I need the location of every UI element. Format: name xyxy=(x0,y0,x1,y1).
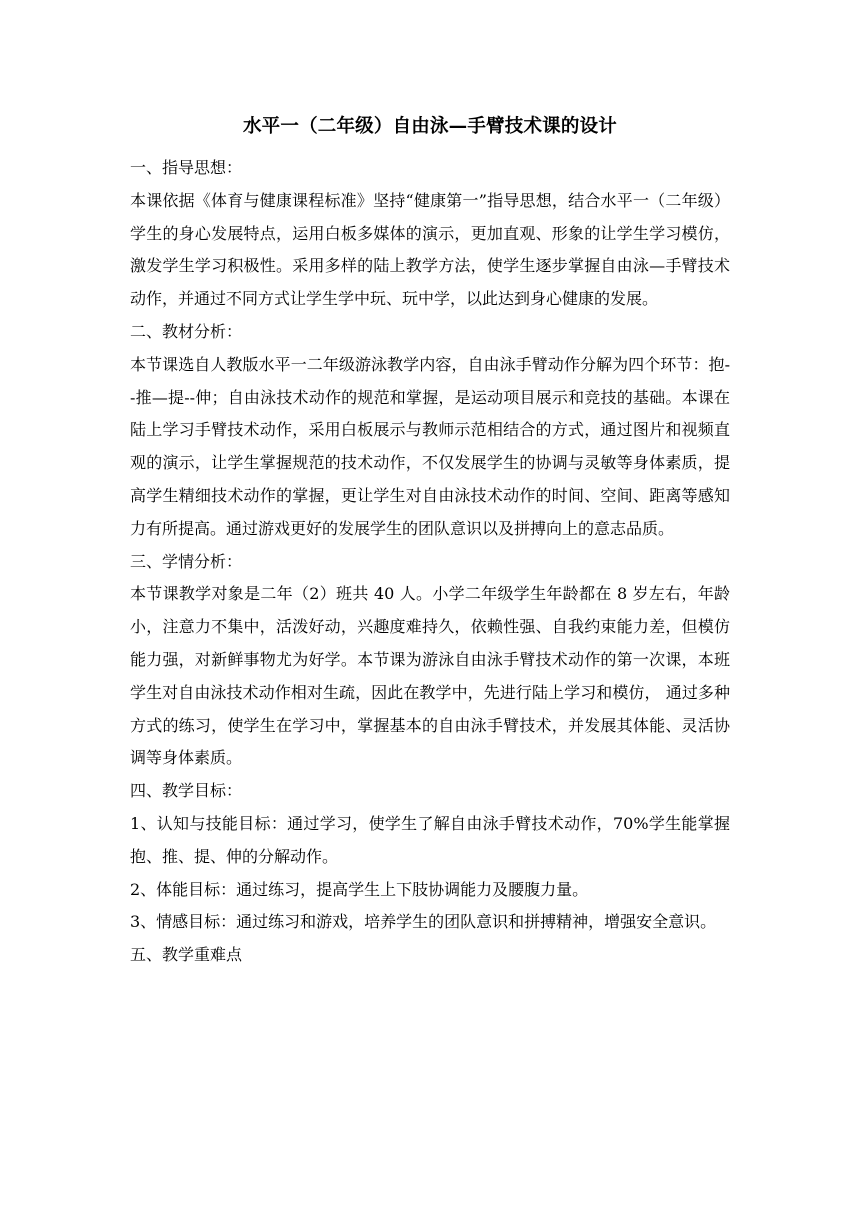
section-heading: 三、学情分析： xyxy=(130,551,243,571)
section-heading: 一、指导思想： xyxy=(130,158,243,177)
goal-item-emotional: 3、情感目标：通过练习和游戏，培养学生的团队意识和拼搏精神，增强安全意识。 xyxy=(130,912,717,932)
document-page xyxy=(130,112,730,972)
section-guiding-thought xyxy=(130,152,730,316)
section-paragraph: 本节课教学对象是二年（2）班共 40 人。小学二年级学生年龄都在 8 岁左右，年龄小，注意力不集中，活泼好动，兴趣度难持久，依赖性强、自我约束能力差，但模仿能力强，对新鲜事物尤为好学。本节课为游泳自由泳手臂技术动作的第一次课，本班学生对自由泳技术动作相对生疏，因此在教学中，先进行陆上学习和模仿， 通过多种方式的练习，使学生在学习中，掌握基本的自由泳手臂技术，并发展其体能、灵活协调等身体素质。 xyxy=(130,584,730,768)
section-material-analysis xyxy=(130,316,730,546)
section-teaching-goals xyxy=(130,775,730,939)
section-paragraph: 本课依据《体育与健康课程标准》坚持“健康第一”指导思想，结合水平一（二年级）学生的身心发展特点，运用白板多媒体的演示，更加直观、形象的让学生学习模仿，激发学生学习积极性。采用多样的陆上教学方法，使学生逐步掌握自由泳—手臂技术动作，并通过不同方式让学生学中玩、玩中学，以此达到身心健康的发展。 xyxy=(130,190,730,309)
section-heading: 四、教学目标： xyxy=(130,781,243,801)
goal-item-physical: 2、体能目标：通过练习，提高学生上下肢协调能力及腰腹力量。 xyxy=(130,879,589,899)
section-paragraph: 本节课选自人教版水平一二年级游泳教学内容，自由泳手臂动作分解为四个环节：抱--推—提--伸；自由泳技术动作的规范和掌握，是运动项目展示和竞技的基础。本课在陆上学习手臂技术动作，采用白板展示与教师示范相结合的方式，通过图片和视频直观的演示，让学生掌握规范的技术动作，不仅发展学生的协调与灵敏等身体素质，提高学生精细技术动作的掌握，更让学生对自由泳技术动作的时间、空间、距离等感知力有所提高。通过游戏更好的发展学生的团队意识以及拼搏向上的意志品质。 xyxy=(130,354,730,538)
section-heading: 二、教材分析： xyxy=(130,321,243,341)
section-heading: 五、教学重难点 xyxy=(130,945,243,965)
section-student-analysis xyxy=(130,546,730,776)
goal-item-cognitive: 1、认知与技能目标：通过学习，使学生了解自由泳手臂技术动作，70%学生能掌握抱、推、提、伸的分解动作。 xyxy=(130,813,730,866)
section-key-difficulties xyxy=(130,939,730,972)
document-title: 水平一（二年级）自由泳—手臂技术课的设计 xyxy=(242,116,617,137)
